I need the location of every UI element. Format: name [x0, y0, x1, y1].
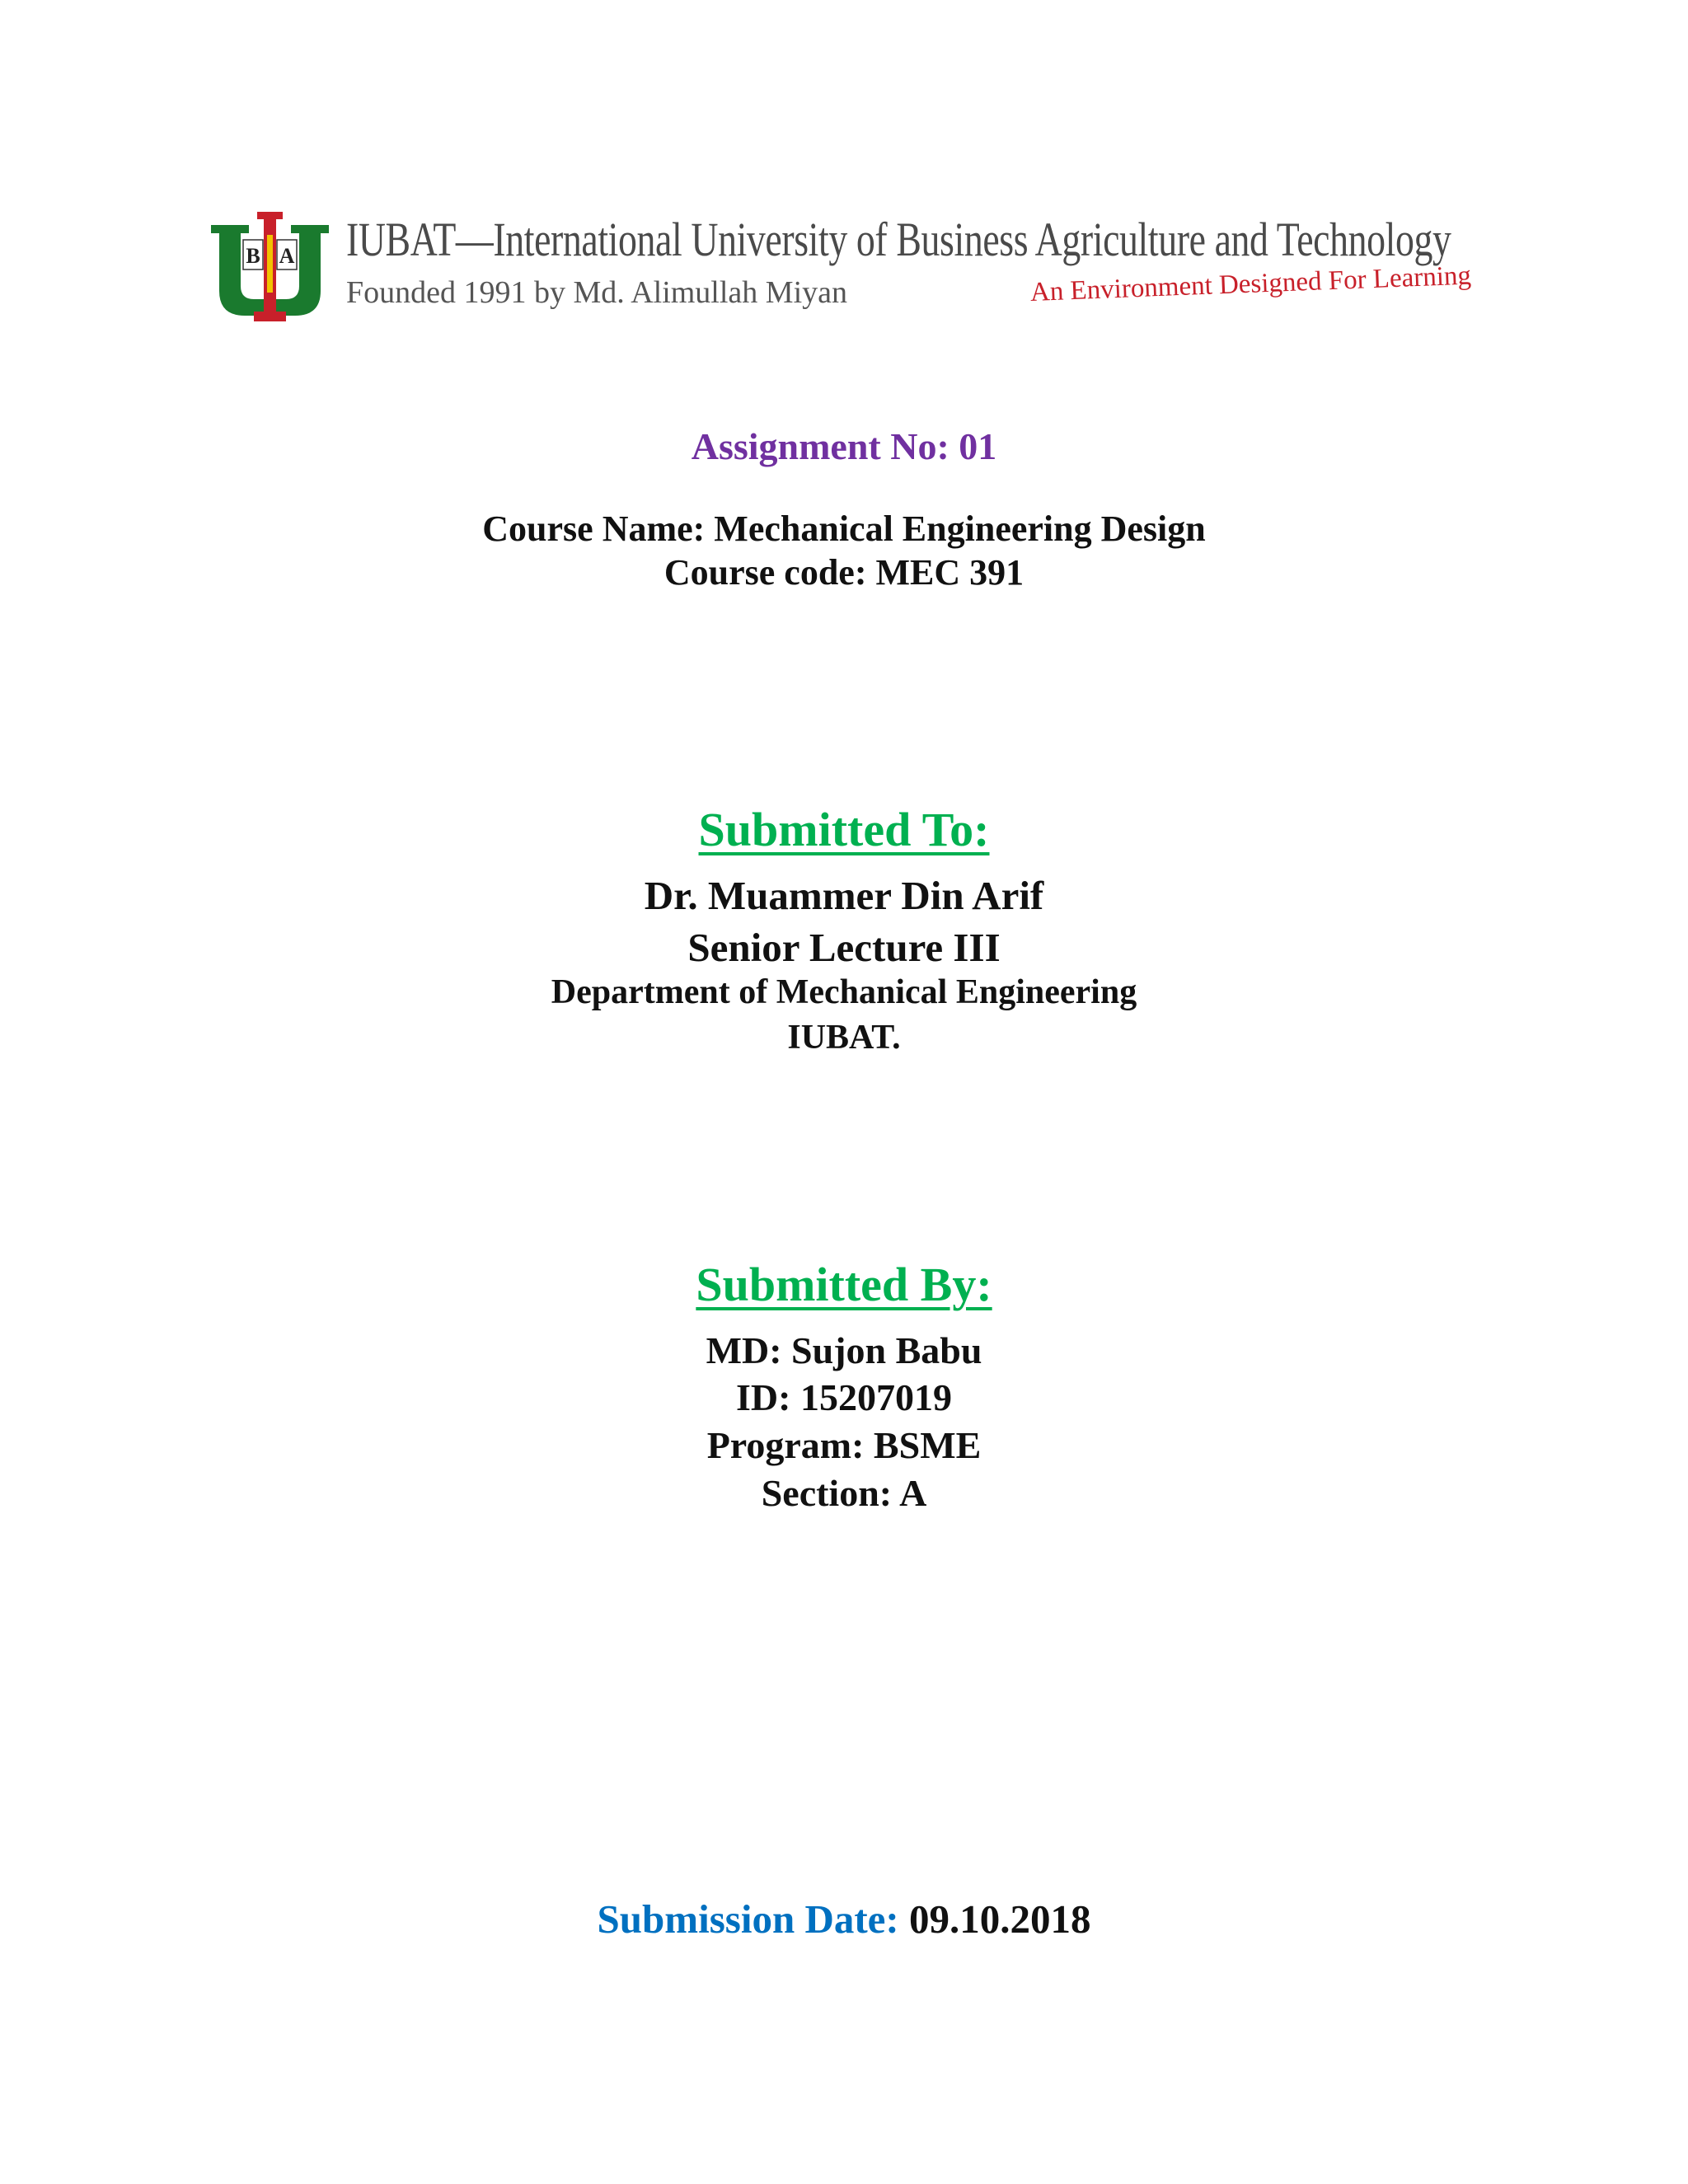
submission-date-value: 09.10.2018	[908, 1896, 1091, 1942]
university-motto: An Environment Designed For Learning	[1029, 260, 1472, 307]
logo-letter-right: A	[279, 244, 295, 268]
submission-date-label: Submission Date:	[597, 1896, 899, 1942]
founded-line: Founded 1991 by Md. Alimullah Miyan	[346, 275, 847, 310]
logo-letter-left: B	[246, 244, 260, 268]
student-section: Section: A	[761, 1472, 927, 1514]
course-code: Course code: MEC 391	[663, 552, 1025, 593]
advisor-institution: IUBAT.	[787, 1019, 901, 1057]
submission-date-line	[0, 1896, 1688, 1943]
student-program: Program: BSME	[706, 1424, 982, 1466]
submitted-by-heading: Submitted By:	[696, 1258, 992, 1311]
university-name: IUBAT—International University of Business Agriculture and Technology	[346, 213, 1451, 266]
advisor-department: Department of Mechanical Engineering	[551, 973, 1137, 1011]
advisor-name: Dr. Muammer Din Arif	[644, 873, 1044, 918]
iubat-logo	[206, 210, 334, 326]
course-name: Course Name: Mechanical Engineering Design	[482, 509, 1206, 549]
advisor-title: Senior Lecture III	[687, 925, 1001, 970]
student-id: ID: 15207019	[736, 1376, 952, 1418]
assignment-title: Assignment No: 01	[691, 425, 997, 467]
submitted-to-heading: Submitted To:	[698, 803, 990, 856]
letterhead	[206, 210, 1525, 334]
student-name: MD: Sujon Babu	[706, 1329, 982, 1371]
